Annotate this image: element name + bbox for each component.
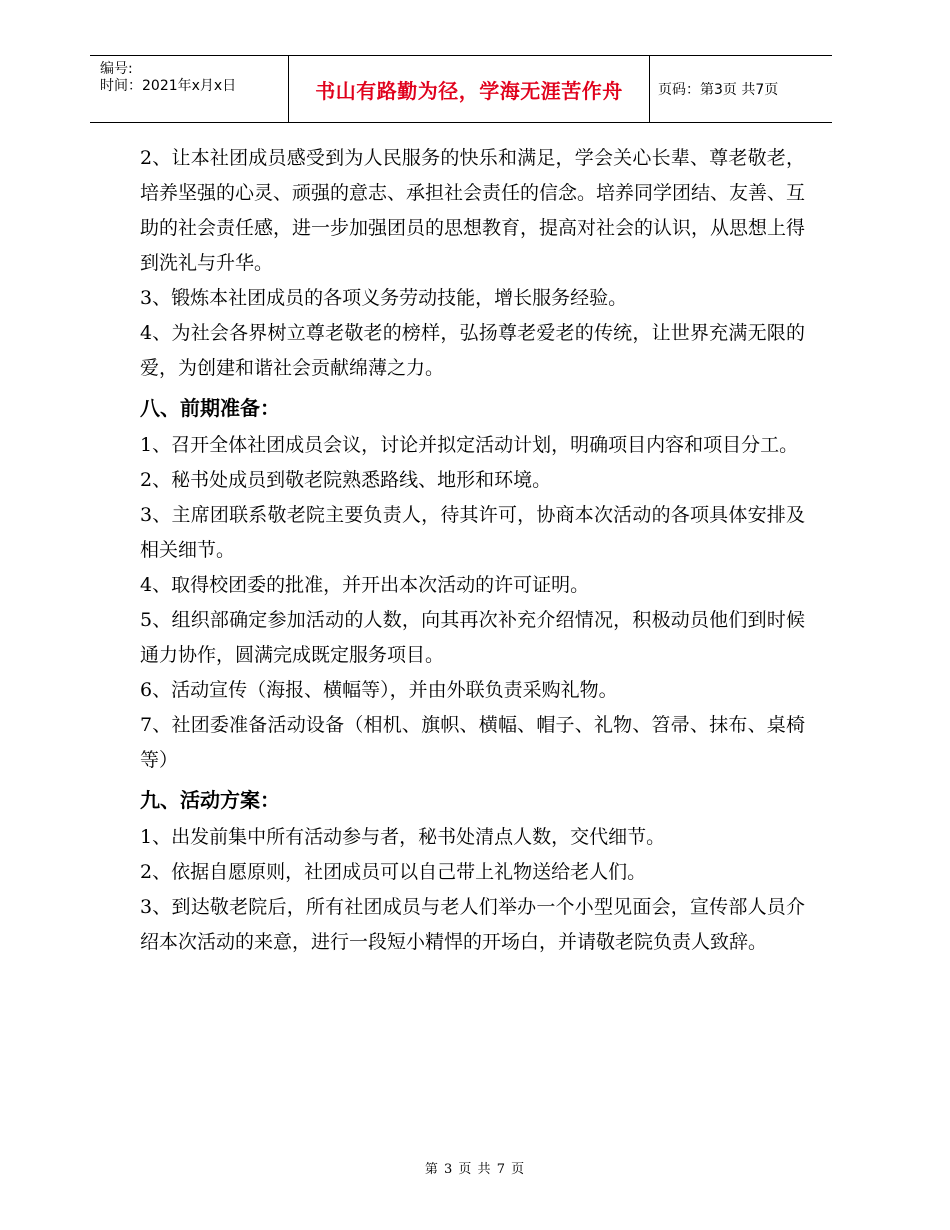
paragraph-9: 6、活动宣传（海报、横幅等），并由外联负责采购礼物。 <box>140 679 618 701</box>
number-label: 编号: <box>100 61 133 77</box>
document-body <box>140 141 805 960</box>
section-heading-plan: 九、活动方案： <box>140 788 280 812</box>
paragraph-12: 2、依据自愿原则，社团成员可以自己带上礼物送给老人们。 <box>140 861 647 883</box>
page-footer: 第 3 页 共 7 页 <box>424 1162 526 1177</box>
header-motto: 书山有路勤为径，学海无涯苦作舟 <box>288 56 650 122</box>
paragraph-11: 1、出发前集中所有活动参与者，秘书处清点人数，交代细节。 <box>140 826 666 848</box>
header-meta <box>90 56 288 122</box>
paragraph-5: 2、秘书处成员到敬老院熟悉路线、地形和环境。 <box>140 469 552 491</box>
paragraph-7: 4、取得校团委的批准，并开出本次活动的许可证明。 <box>140 574 590 596</box>
paragraph-4: 1、召开全体社团成员会议，讨论并拟定活动计划，明确项目内容和项目分工。 <box>140 434 799 456</box>
section-heading-prep: 八、前期准备： <box>140 396 280 420</box>
paragraph-2: 3、锻炼本社团成员的各项义务劳动技能，增长服务经验。 <box>140 287 628 309</box>
time-label: 时间：2021年x月x日 <box>100 78 237 94</box>
header-page-info: 页码：第3页 共7页 <box>658 82 779 98</box>
paragraph-10: 7、社团委准备活动设备（相机、旗帜、横幅、帽子、礼物、笤帚、抹布、桌椅等） <box>140 714 805 771</box>
paragraph-8: 5、组织部确定参加活动的人数，向其再次补充介绍情况，积极动员他们到时候通力协作，圆满完成既定服务项目。 <box>140 609 805 666</box>
paragraph-13: 3、到达敬老院后，所有社团成员与老人们举办一个小型见面会，宣传部人员介绍本次活动的来意，进行一段短小精悍的开场白，并请敬老院负责人致辞。 <box>140 896 805 953</box>
paragraph-1: 2、让本社团成员感受到为人民服务的快乐和满足，学会关心长辈、尊老敬老，培养坚强的心灵、顽强的意志、承担社会责任的信念。培养同学团结、友善、互助的社会责任感，进一步加强团员的思想教育，提高对社会的认识，从思想上得到洗礼与升华。 <box>140 147 806 274</box>
paragraph-6: 3、主席团联系敬老院主要负责人，待其许可，协商本次活动的各项具体安排及相关细节。 <box>140 504 805 561</box>
page-header <box>90 55 832 123</box>
paragraph-3: 4、为社会各界树立尊老敬老的榜样，弘扬尊老爱老的传统，让世界充满无限的爱，为创建和谐社会贡献绵薄之力。 <box>140 322 805 379</box>
